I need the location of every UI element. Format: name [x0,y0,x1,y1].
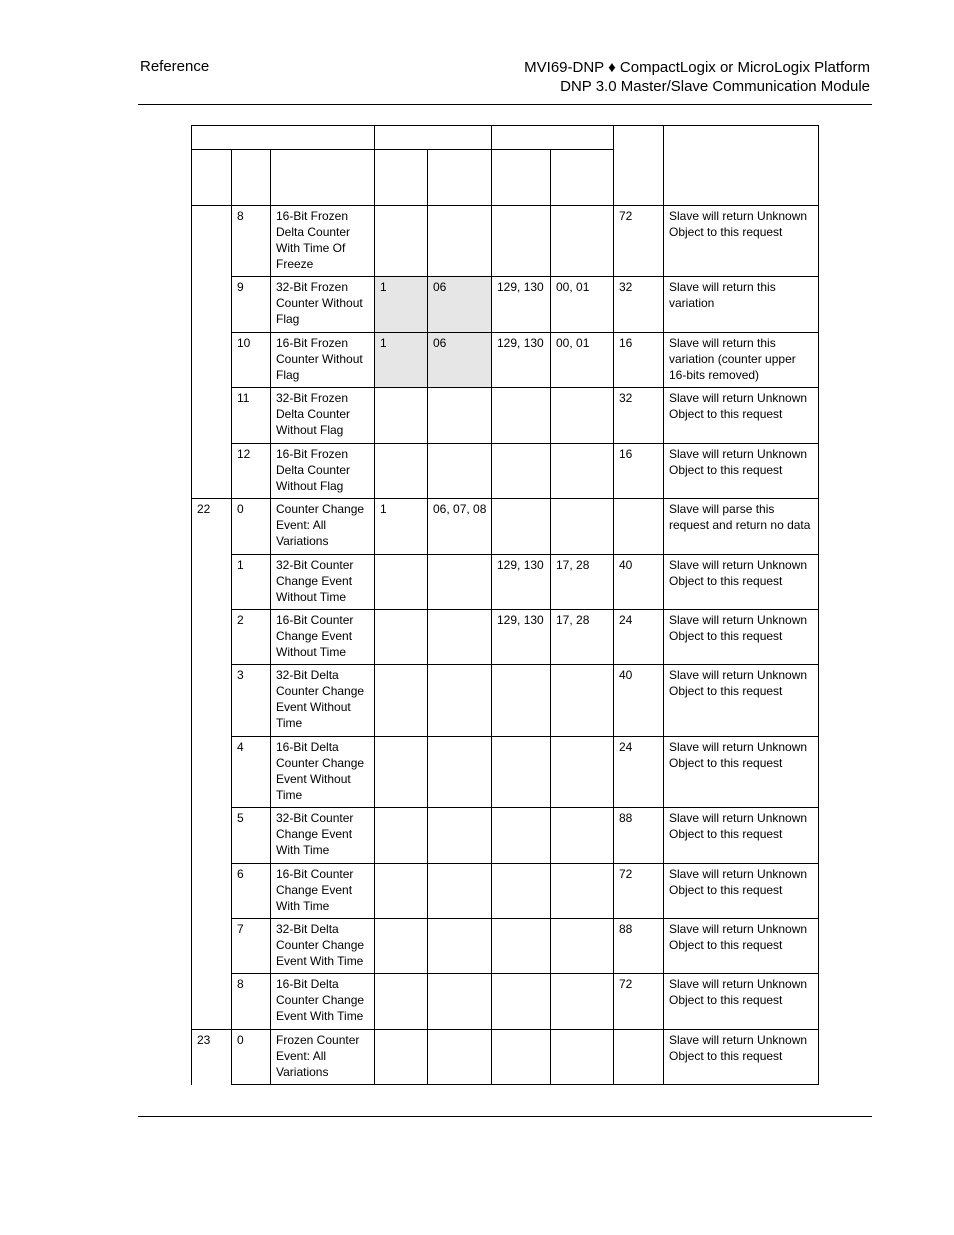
request-qualifier-cell [428,1030,492,1085]
description-cell: 32-Bit Frozen Counter Without Flag [271,277,375,333]
notes-cell: Slave will return this variation (counter upper 16-bits removed) [664,333,819,388]
response-function-code-cell [492,864,551,919]
object-number-cell [192,919,232,974]
request-function-code-cell [375,665,428,737]
table-row [192,808,819,864]
variation-cell: 10 [232,333,271,388]
object-number-cell [192,388,232,444]
variation-cell: 9 [232,277,271,333]
size-cell: 32 [614,277,664,333]
variation-cell: 8 [232,974,271,1030]
notes-cell: Slave will return Unknown Object to this request [664,206,819,277]
table-row [192,206,819,277]
notes-cell: Slave will return Unknown Object to this request [664,737,819,808]
object-number-cell [192,206,232,277]
notes-cell: Slave will return Unknown Object to this request [664,555,819,610]
notes-cell: Slave will return Unknown Object to this request [664,974,819,1030]
object-number-cell: 22 [192,499,232,555]
request-qualifier-cell [428,974,492,1030]
subheader-req-fc [375,150,428,206]
object-number-cell [192,333,232,388]
table-row [192,277,819,333]
response-qualifier-cell [551,919,614,974]
description-cell: 32-Bit Counter Change Event With Time [271,808,375,864]
description-cell: 32-Bit Counter Change Event Without Time [271,555,375,610]
variation-cell: 4 [232,737,271,808]
footer-rule [138,1116,872,1117]
notes-cell: Slave will return Unknown Object to this request [664,1030,819,1085]
response-qualifier-cell [551,864,614,919]
size-cell: 24 [614,737,664,808]
description-cell: 16-Bit Delta Counter Change Event Without Time [271,737,375,808]
request-function-code-cell [375,388,428,444]
request-function-code-cell [375,808,428,864]
response-function-code-cell: 129, 130 [492,277,551,333]
notes-cell: Slave will return Unknown Object to this request [664,864,819,919]
response-qualifier-cell [551,388,614,444]
response-function-code-cell [492,1030,551,1085]
size-cell: 72 [614,864,664,919]
response-qualifier-cell [551,206,614,277]
request-qualifier-cell [428,610,492,665]
header-cell-response [492,126,614,150]
table-body [192,206,819,1085]
variation-cell: 6 [232,864,271,919]
request-function-code-cell: 1 [375,499,428,555]
variation-cell: 1 [232,555,271,610]
request-qualifier-cell [428,864,492,919]
response-qualifier-cell: 17, 28 [551,555,614,610]
notes-cell: Slave will return Unknown Object to this request [664,444,819,499]
variation-cell: 0 [232,1030,271,1085]
size-cell: 88 [614,919,664,974]
object-number-cell [192,555,232,610]
table-row [192,444,819,499]
request-function-code-cell [375,737,428,808]
response-qualifier-cell [551,665,614,737]
request-function-code-cell [375,1030,428,1085]
header-module-line: DNP 3.0 Master/Slave Communication Module [560,78,870,95]
response-function-code-cell: 129, 130 [492,610,551,665]
response-qualifier-cell [551,808,614,864]
page-header-left: Reference [140,58,210,75]
size-cell [614,499,664,555]
response-qualifier-cell [551,444,614,499]
subheader-var [232,150,271,206]
subheader-obj [192,150,232,206]
request-qualifier-cell [428,665,492,737]
page-header-right [524,58,870,96]
description-cell: 32-Bit Delta Counter Change Event With Time [271,919,375,974]
request-qualifier-cell [428,919,492,974]
table-row [192,665,819,737]
variation-cell: 12 [232,444,271,499]
request-function-code-cell [375,444,428,499]
size-cell: 88 [614,808,664,864]
response-function-code-cell: 129, 130 [492,333,551,388]
notes-cell: Slave will return Unknown Object to this request [664,610,819,665]
description-cell: 16-Bit Frozen Delta Counter Without Flag [271,444,375,499]
object-number-cell [192,737,232,808]
request-qualifier-cell: 06 [428,333,492,388]
request-qualifier-cell [428,555,492,610]
subheader-desc [271,150,375,206]
request-qualifier-cell [428,444,492,499]
response-function-code-cell: 129, 130 [492,555,551,610]
table-row [192,610,819,665]
response-qualifier-cell [551,974,614,1030]
request-function-code-cell [375,610,428,665]
subheader-resp-q [551,150,614,206]
notes-cell: Slave will return Unknown Object to this request [664,665,819,737]
variation-cell: 3 [232,665,271,737]
table-row [192,974,819,1030]
request-function-code-cell [375,919,428,974]
description-cell: 16-Bit Counter Change Event Without Time [271,610,375,665]
size-cell [614,1030,664,1085]
response-function-code-cell [492,499,551,555]
request-qualifier-cell [428,388,492,444]
header-rule [138,104,872,105]
request-qualifier-cell: 06 [428,277,492,333]
table-header-row [192,126,819,150]
header-cell-object [192,126,375,150]
response-function-code-cell [492,974,551,1030]
object-number-cell [192,610,232,665]
table-row [192,555,819,610]
object-number-cell [192,277,232,333]
table-row [192,864,819,919]
response-function-code-cell [492,444,551,499]
variation-cell: 0 [232,499,271,555]
notes-cell: Slave will return Unknown Object to this request [664,388,819,444]
table-row [192,1030,819,1085]
object-number-cell: 23 [192,1030,232,1085]
object-number-cell [192,665,232,737]
size-cell: 72 [614,974,664,1030]
description-cell: 16-Bit Delta Counter Change Event With Time [271,974,375,1030]
response-function-code-cell [492,808,551,864]
response-qualifier-cell [551,737,614,808]
variation-cell: 5 [232,808,271,864]
description-cell: 16-Bit Frozen Delta Counter With Time Of Freeze [271,206,375,277]
description-cell: 32-Bit Delta Counter Change Event Without Time [271,665,375,737]
dnp-object-table [191,125,819,1085]
request-function-code-cell [375,206,428,277]
header-product-line: MVI69-DNP ♦ CompactLogix or MicroLogix Platform [524,59,870,76]
table-row [192,333,819,388]
response-function-code-cell [492,737,551,808]
response-qualifier-cell: 00, 01 [551,277,614,333]
response-qualifier-cell: 00, 01 [551,333,614,388]
table-row [192,388,819,444]
size-cell: 24 [614,610,664,665]
description-cell: Frozen Counter Event: All Variations [271,1030,375,1085]
response-qualifier-cell: 17, 28 [551,610,614,665]
response-function-code-cell [492,665,551,737]
response-function-code-cell [492,388,551,444]
table-row [192,737,819,808]
table-row [192,919,819,974]
request-function-code-cell [375,555,428,610]
size-cell: 32 [614,388,664,444]
description-cell: 32-Bit Frozen Delta Counter Without Flag [271,388,375,444]
table-row [192,499,819,555]
description-cell: 16-Bit Counter Change Event With Time [271,864,375,919]
size-cell: 72 [614,206,664,277]
request-function-code-cell: 1 [375,333,428,388]
notes-cell: Slave will parse this request and return no data [664,499,819,555]
subheader-req-q [428,150,492,206]
object-number-cell [192,864,232,919]
object-number-cell [192,974,232,1030]
subheader-resp-fc [492,150,551,206]
header-cell-notes [664,126,819,206]
size-cell: 40 [614,665,664,737]
request-function-code-cell [375,974,428,1030]
notes-cell: Slave will return Unknown Object to this request [664,808,819,864]
response-qualifier-cell [551,1030,614,1085]
variation-cell: 2 [232,610,271,665]
request-qualifier-cell [428,808,492,864]
header-cell-size [614,126,664,206]
request-function-code-cell [375,864,428,919]
response-function-code-cell [492,206,551,277]
notes-cell: Slave will return Unknown Object to this request [664,919,819,974]
size-cell: 16 [614,333,664,388]
size-cell: 40 [614,555,664,610]
object-number-cell [192,444,232,499]
description-cell: 16-Bit Frozen Counter Without Flag [271,333,375,388]
request-qualifier-cell: 06, 07, 08 [428,499,492,555]
response-function-code-cell [492,919,551,974]
size-cell: 16 [614,444,664,499]
variation-cell: 11 [232,388,271,444]
response-qualifier-cell [551,499,614,555]
request-qualifier-cell [428,206,492,277]
request-qualifier-cell [428,737,492,808]
header-cell-request [375,126,492,150]
variation-cell: 7 [232,919,271,974]
notes-cell: Slave will return this variation [664,277,819,333]
request-function-code-cell: 1 [375,277,428,333]
object-number-cell [192,808,232,864]
description-cell: Counter Change Event: All Variations [271,499,375,555]
variation-cell: 8 [232,206,271,277]
